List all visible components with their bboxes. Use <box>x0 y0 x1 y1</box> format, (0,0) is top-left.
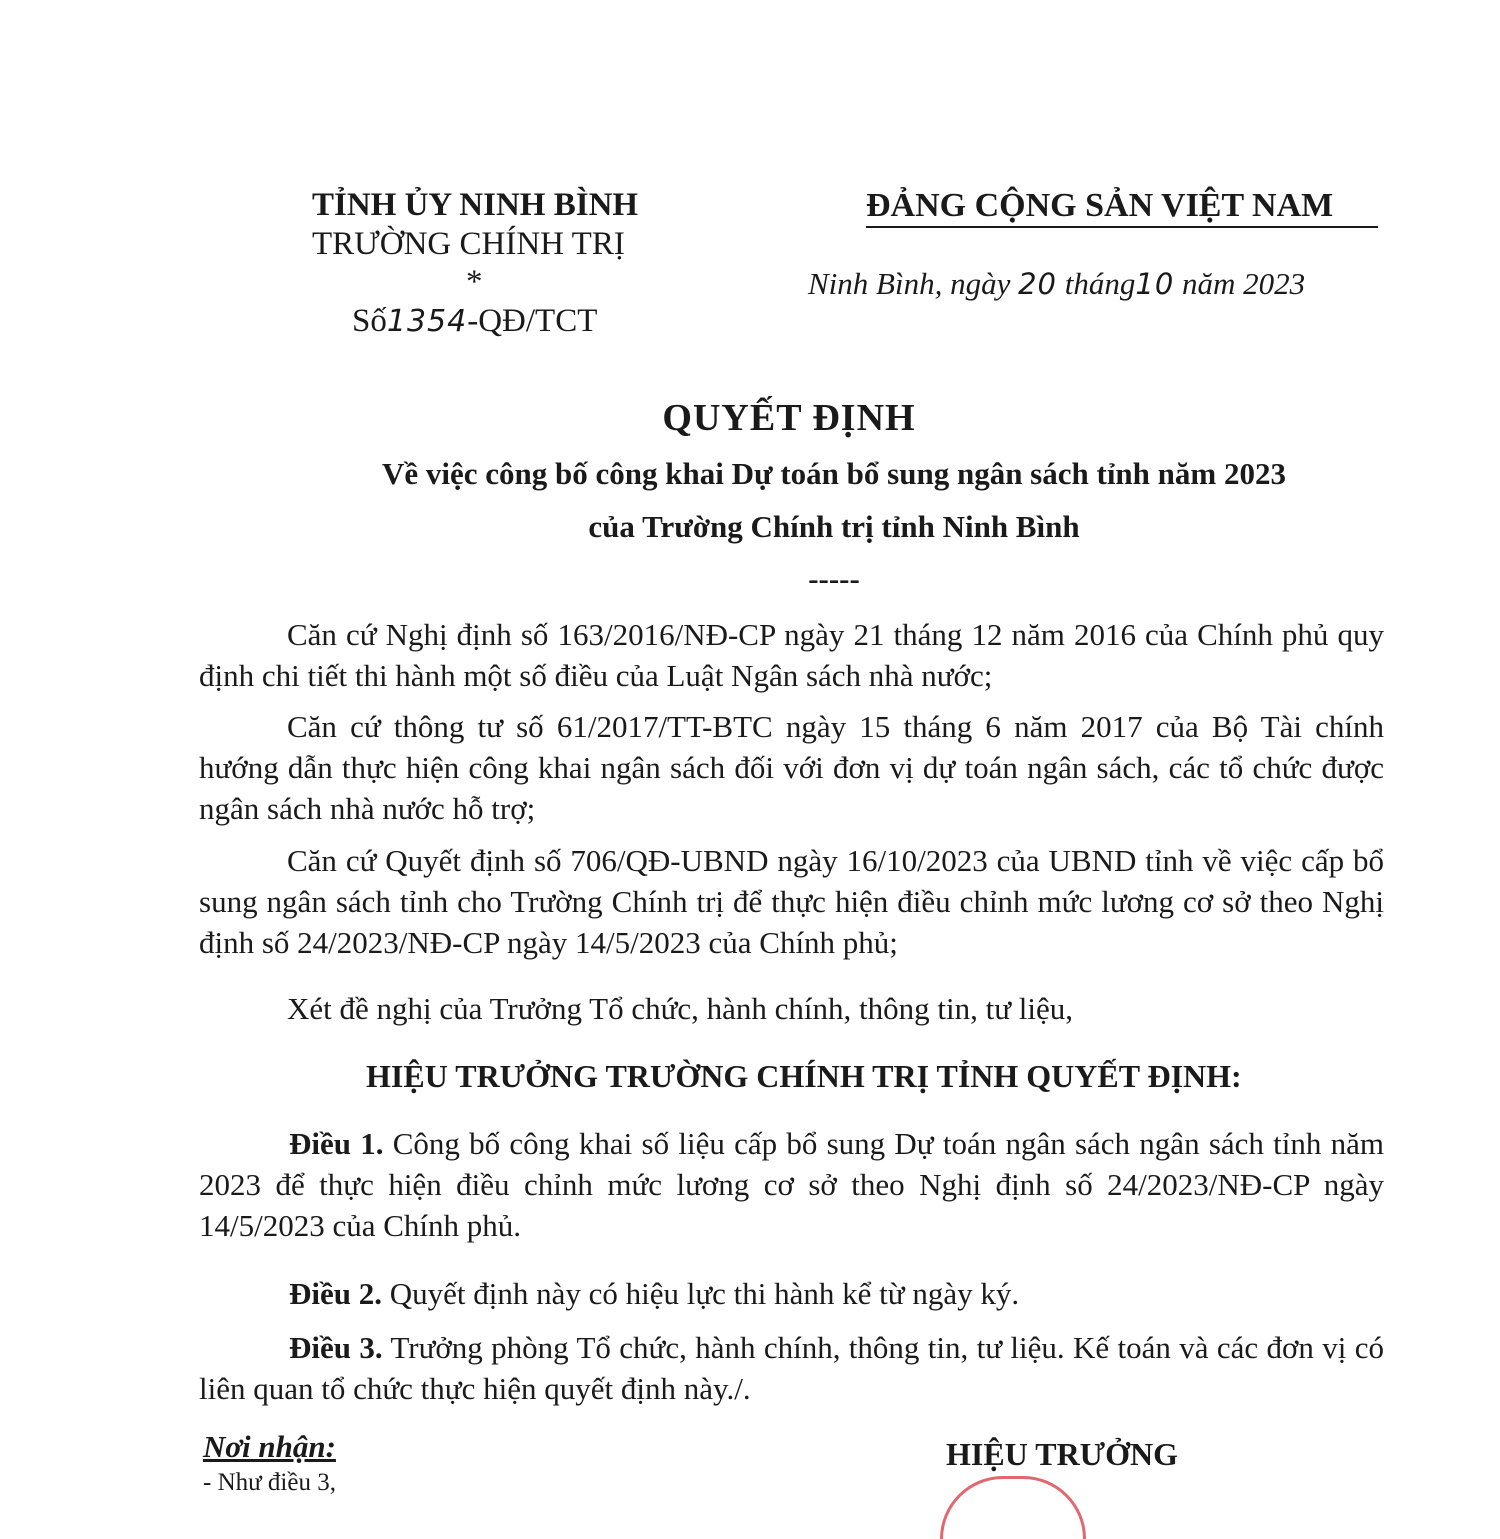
date-year: năm 2023 <box>1182 266 1306 301</box>
party-name: ĐẢNG CỘNG SẢN VIỆT NAM <box>866 187 1334 224</box>
title-separator: ----- <box>808 561 860 596</box>
number-suffix: -QĐ/TCT <box>467 303 598 339</box>
official-seal-icon <box>940 1476 1086 1539</box>
preamble-paragraph-2: Căn cứ thông tư số 61/2017/TT-BTC ngày 15 tháng 6 năm 2017 của Bộ Tài chính hướng dẫn thực hiện công khai ngân sách đối với đơn vị dự toán ngân sách, các tổ chức được ngân sách nhà nước hỗ trợ; <box>199 709 1384 826</box>
preamble-paragraph-1: Căn cứ Nghị định số 163/2016/NĐ-CP ngày 21 tháng 12 năm 2016 của Chính phủ quy định chi tiết thi hành một số điều của Luật Ngân sách nhà nước; <box>199 617 1384 693</box>
number-handwritten: 1354 <box>386 304 468 339</box>
article-1-text: Công bố công khai số liệu cấp bổ sung Dự toán ngân sách ngân sách tỉnh năm 2023 để thực hiện điều chỉnh mức lương cơ sở theo Nghị định số 24/2023/NĐ-CP ngày 14/5/2023 của Chính phủ. <box>199 1126 1384 1243</box>
recipients-label: Nơi nhận: <box>203 1429 336 1464</box>
article-3-text: Trưởng phòng Tổ chức, hành chính, thông tin, tư liệu. Kế toán và các đơn vị có liên quan tổ chức thực hiện quyết định này./. <box>199 1330 1384 1406</box>
document-number <box>352 303 597 340</box>
date-month-label: tháng <box>1064 266 1136 301</box>
document-title: QUYẾT ĐỊNH <box>662 397 916 439</box>
article-3-label: Điều 3. <box>289 1330 383 1365</box>
org-parent: TỈNH ỦY NINH BÌNH <box>312 187 639 223</box>
preamble-paragraph-4: Xét đề nghị của Trưởng Tổ chức, hành chính, thông tin, tư liệu, <box>287 991 1074 1026</box>
preamble-paragraph-3: Căn cứ Quyết định số 706/QĐ-UBND ngày 16/10/2023 của UBND tỉnh về việc cấp bổ sung ngân sách tỉnh cho Trường Chính trị để thực hiện điều chỉnh mức lương cơ sở theo Nghị định số 24/2023/NĐ-CP ngày 14/5/2023 của Chính phủ; <box>199 843 1384 960</box>
issue-date <box>808 266 1305 302</box>
article-2-text: Quyết định này có hiệu lực thi hành kể từ ngày ký. <box>389 1276 1020 1311</box>
number-prefix: Số <box>352 303 387 339</box>
subtitle-line-2: của Trường Chính trị tỉnh Ninh Bình <box>588 509 1080 544</box>
org-star: * <box>466 264 483 300</box>
article-1-label: Điều 1. <box>289 1126 384 1161</box>
article-2-label: Điều 2. <box>289 1276 382 1311</box>
party-underline <box>866 226 1378 228</box>
date-place: Ninh Bình, ngày <box>808 266 1011 301</box>
signer-title: HIỆU TRƯỞNG <box>946 1436 1179 1472</box>
article-2 <box>199 1273 1384 1314</box>
decide-heading: HIỆU TRƯỞNG TRƯỜNG CHÍNH TRỊ TỈNH QUYẾT ĐỊNH: <box>366 1058 1242 1094</box>
date-month: 10 <box>1135 267 1175 301</box>
org-unit: TRƯỜNG CHÍNH TRỊ <box>312 226 625 262</box>
recipient-item: - Như điều 3, <box>203 1469 336 1496</box>
article-1 <box>199 1123 1384 1246</box>
article-3 <box>199 1327 1384 1409</box>
date-day: 20 <box>1018 267 1058 301</box>
subtitle-line-1: Về việc công bố công khai Dự toán bổ sung ngân sách tỉnh năm 2023 <box>382 456 1286 491</box>
